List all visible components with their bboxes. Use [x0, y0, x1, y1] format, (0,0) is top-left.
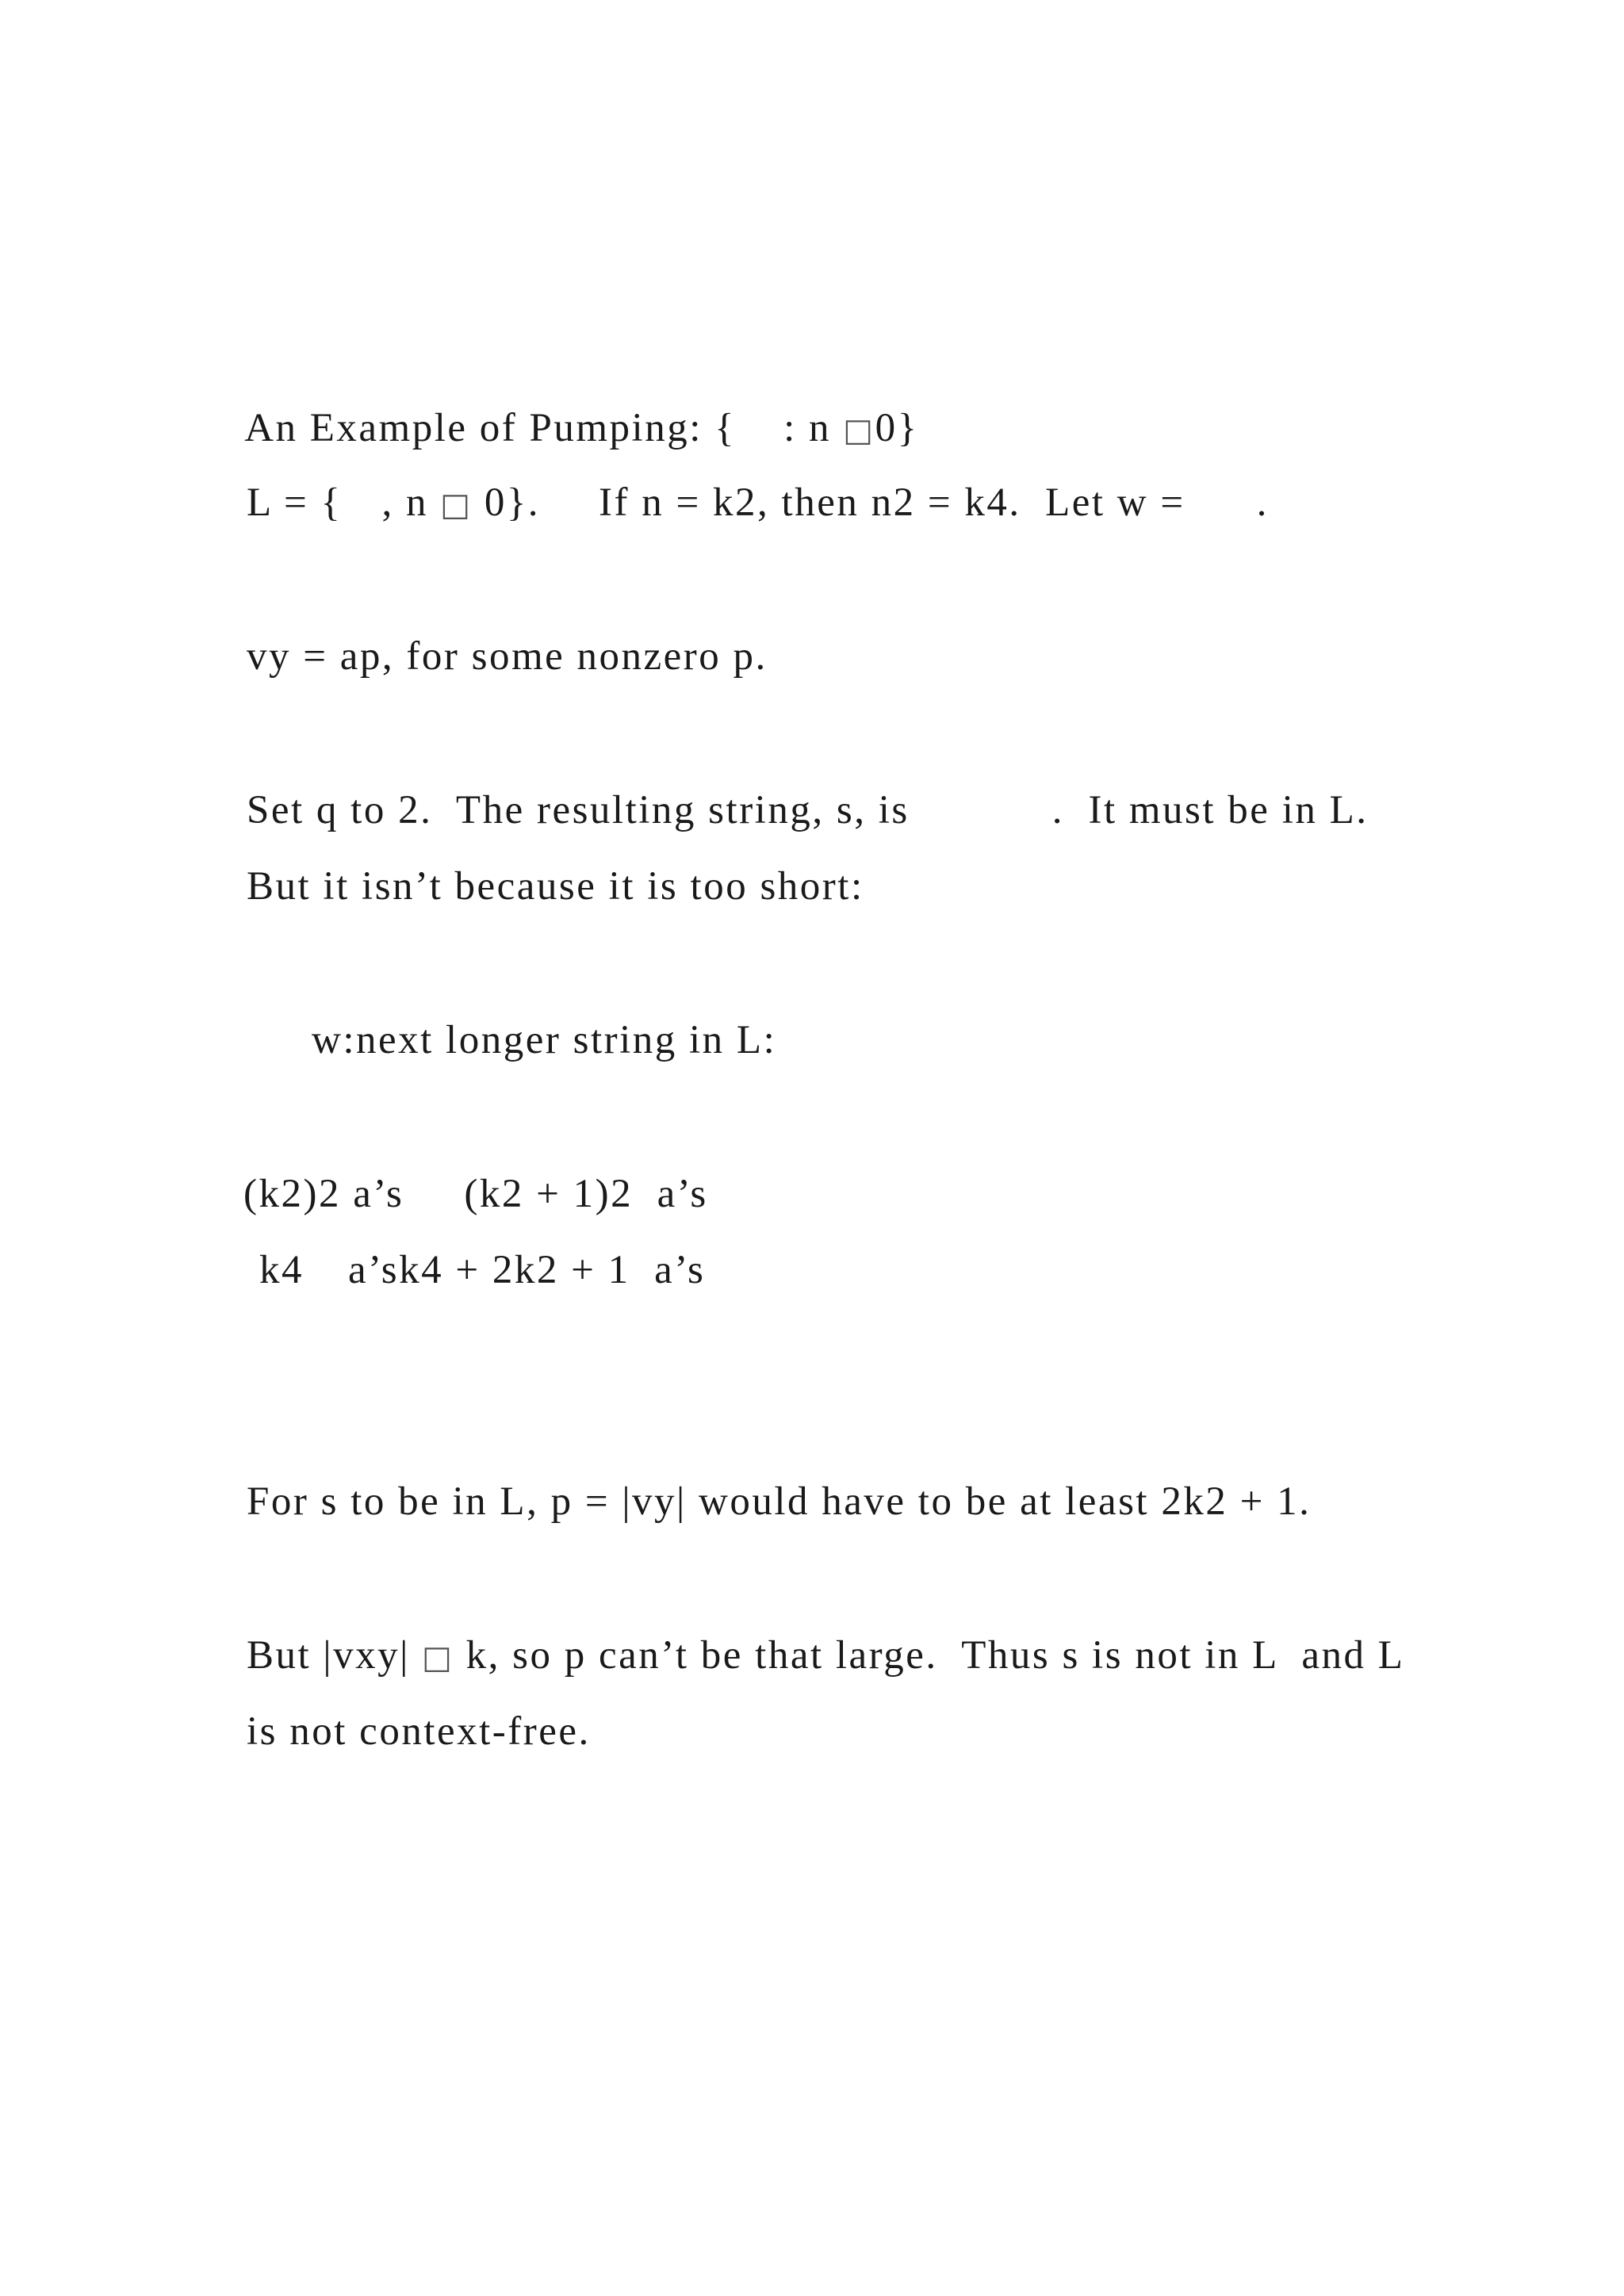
next-longer-text: w:next longer string in L: [312, 1018, 777, 1062]
conclusion-final: is not context-free. [247, 1709, 591, 1754]
heading-middle: : n [783, 406, 844, 450]
heading-prefix: An Example of Pumping: { [244, 406, 737, 450]
definition-set-close: 0}. [472, 480, 541, 525]
too-short-text: But it isn’t because it is too short: [247, 864, 864, 909]
vy-text: vy = ap, for some nonzero p. [247, 634, 768, 679]
p-bound-line [198, 1430, 1311, 1573]
definition-line [198, 431, 1269, 576]
definition-period: . [1256, 480, 1269, 525]
missing-glyph-icon: □ [843, 412, 875, 449]
p-bound-text: For s to be in L, p = |vy| would have to be at least 2k2 + 1. [247, 1479, 1312, 1524]
count-expanded: a’sk4 + 2k2 + 1 a’s [348, 1248, 706, 1292]
count-k2-plus-1-squared: (k2 + 1)2 a’s [464, 1172, 708, 1216]
too-short-line [198, 815, 864, 958]
conclusion-vxy: But |vxy| [247, 1633, 423, 1678]
conclusion-rest: k, so p can’t be that large. Thus s is not in L and L [454, 1633, 1405, 1678]
definition-condition: , n [381, 480, 441, 525]
count-k4: k4 [259, 1248, 304, 1292]
heading-suffix: 0} [875, 406, 919, 450]
definition-let-w: If n = k2, then n2 = k4. Let w = [599, 480, 1185, 525]
next-longer-line [263, 969, 776, 1112]
must-be-in-l-text: . It must be in L. [1051, 788, 1369, 832]
conclusion-line-2 [198, 1660, 591, 1803]
set-q-text: Set q to 2. The resulting string, s, is [247, 788, 910, 832]
count-k2-squared: (k2)2 a’s [243, 1172, 404, 1216]
definition-set-open: L = { [247, 480, 343, 525]
missing-glyph-icon: □ [440, 487, 473, 523]
vy-line [198, 585, 768, 728]
count-line-2 [211, 1199, 705, 1341]
missing-glyph-icon: □ [422, 1640, 454, 1676]
